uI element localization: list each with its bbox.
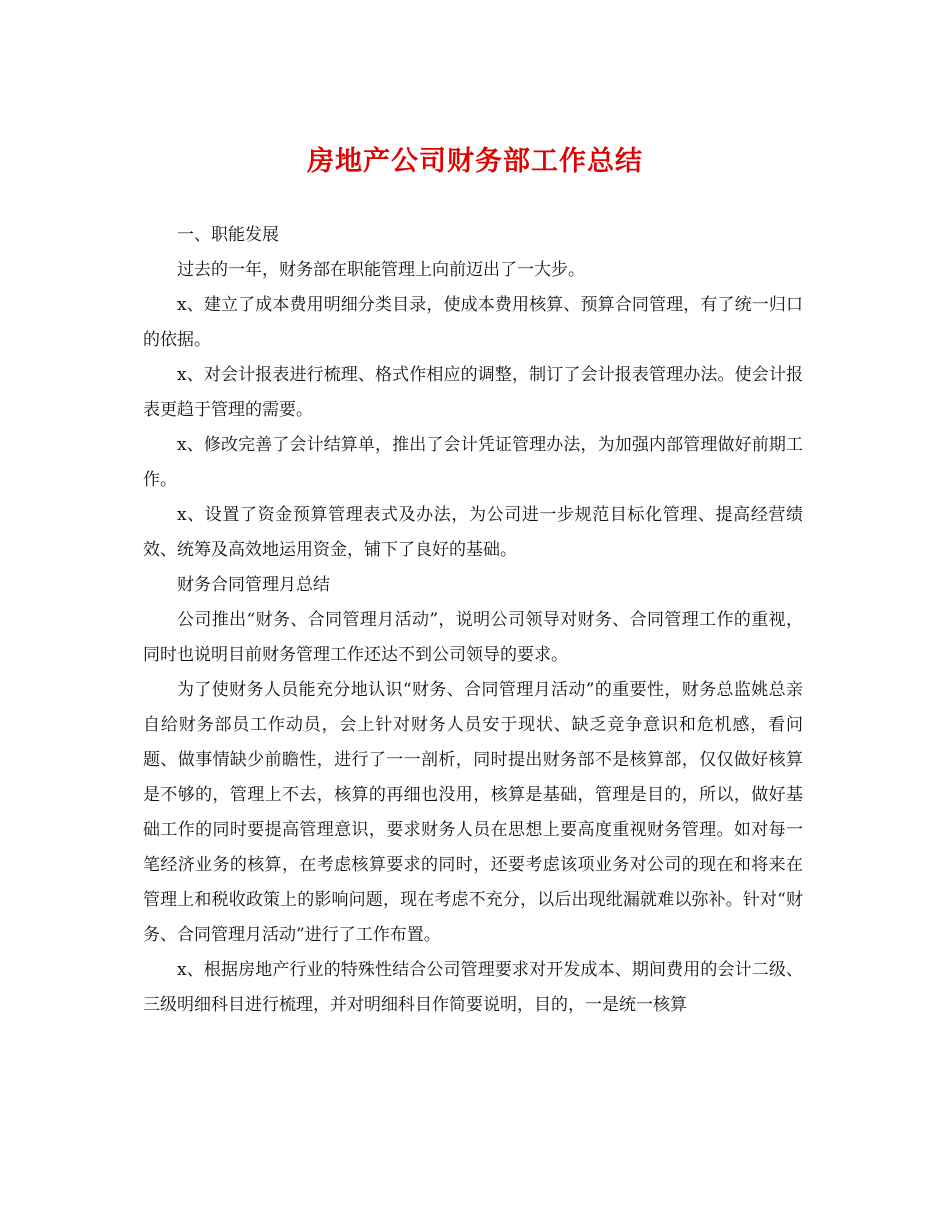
paragraph: 为了使财务人员能充分地认识“财务、合同管理月活动”的重要性，财务总监姚总亲自给财务部员工作动员，会上针对财务人员安于现状、缺乏竞争意识和危机感，看问题、做事情缺少前瞻性，进行了一一剖析，同时提出财务部不是核算部，仅仅做好核算是不够的，管理上不去，核算的再细也没用，核算是基础，管理是目的，所以，做好基础工作的同时要提高管理意识，要求财务人员在思想上要高度重视财务管理。如对每一笔经济业务的核算，在考虑核算要求的同时，还要考虑该项业务对公司的现在和将来在管理上和税收政策上的影响问题，现在考虑不充分，以后出现纰漏就难以弥补。针对“财务、合同管理月活动”进行了工作布置。 [143, 680, 803, 945]
document-body [143, 218, 803, 1023]
paragraph: 过去的一年，财务部在职能管理上向前迈出了一大步。 [177, 260, 585, 280]
paragraph: 公司推出“财务、合同管理月活动”，说明公司领导对财务、合同管理工作的重视，同时也说明目前财务管理工作还达不到公司领导的要求。 [143, 610, 803, 665]
section-heading-contract-month: 财务合同管理月总结 [177, 575, 330, 595]
paragraph: x、设置了资金预算管理表式及办法，为公司进一步规范目标化管理、提高经营绩效、统筹及高效地运用资金，铺下了良好的基础。 [143, 505, 803, 560]
paragraph: x、根据房地产行业的特殊性结合公司管理要求对开发成本、期间费用的会计二级、三级明细科目进行梳理，并对明细科目作简要说明，目的，一是统一核算 [143, 960, 803, 1015]
paragraph: x、对会计报表进行梳理、格式作相应的调整，制订了会计报表管理办法。使会计报表更趋于管理的需要。 [143, 365, 803, 420]
document-title: 房地产公司财务部工作总结 [307, 146, 643, 177]
paragraph: x、建立了成本费用明细分类目录，使成本费用核算、预算合同管理，有了统一归口的依据。 [143, 295, 803, 350]
section-heading-functional-development: 一、职能发展 [177, 225, 279, 245]
paragraph: x、修改完善了会计结算单，推出了会计凭证管理办法，为加强内部管理做好前期工作。 [143, 435, 803, 490]
